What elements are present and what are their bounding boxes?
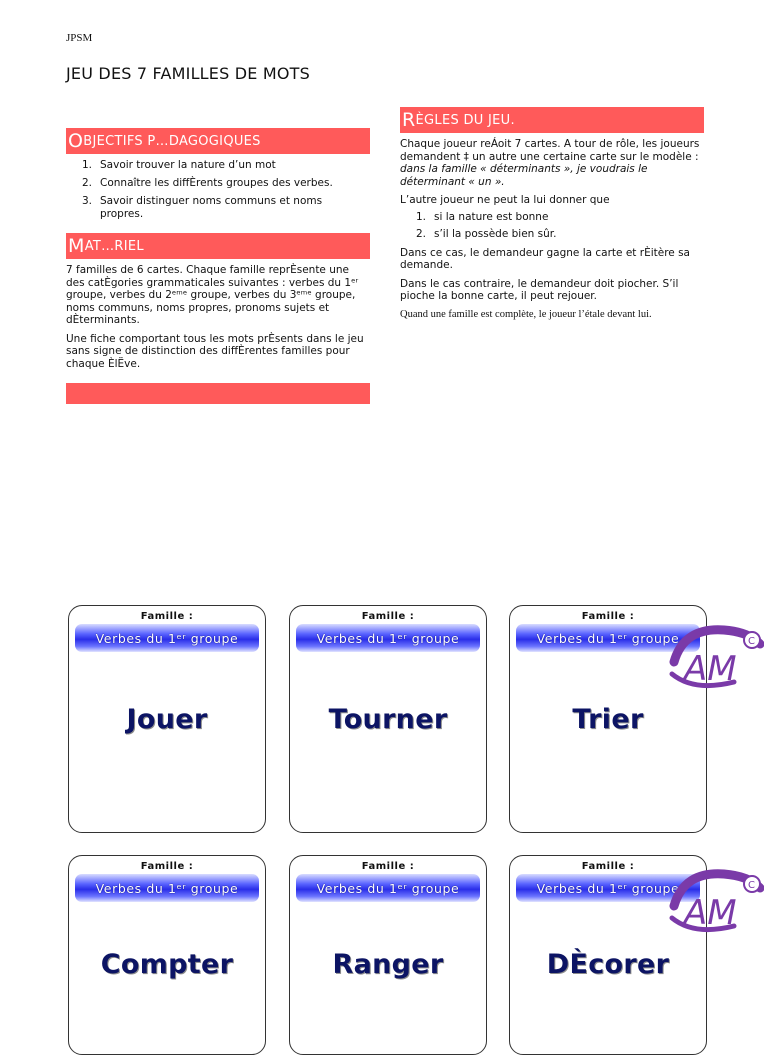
card-group-banner: Verbes du 1ᵉʳ groupe — [516, 624, 700, 652]
list-item — [82, 177, 362, 190]
list-number: 2. — [82, 177, 93, 189]
materiel-heading-rest: AT…RIEL — [84, 238, 144, 254]
list-number: 2. — [416, 227, 427, 240]
list-item — [416, 211, 710, 224]
card-group-banner: Verbes du 1ᵉʳ groupe — [296, 624, 480, 652]
card-swirl-icon — [69, 1048, 266, 1055]
objectifs-heading-initial: O — [68, 130, 84, 152]
list-text: Connaître les diffÈrents groupes des verbes. — [100, 177, 333, 189]
card-family-label: Famille : — [140, 611, 194, 622]
list-text: si la nature est bonne — [434, 210, 549, 223]
am-logo-icon — [664, 866, 764, 936]
card-ranger — [289, 855, 487, 1055]
card-group-banner: Verbes du 1ᵉʳ groupe — [296, 874, 480, 902]
materiel-heading — [66, 233, 370, 259]
regles-list — [400, 211, 710, 241]
regles-paragraph-1: Chaque joueur reÁoit 7 cartes. A tour de rôle, les joueurs demandent ‡ un autre une certaine carte sur le modèle : — [400, 138, 700, 163]
card-family-label: Famille : — [140, 861, 194, 872]
card-word: Compter — [100, 949, 234, 980]
card-family-label: Famille : — [581, 861, 635, 872]
list-text: Savoir trouver la nature d’un mot — [100, 159, 276, 171]
regles-heading — [400, 107, 704, 133]
materiel-heading-initial: M — [68, 235, 85, 257]
regles-paragraph-2: L’autre joueur ne peut la lui donner que — [400, 194, 610, 206]
card-word: Jouer — [126, 704, 208, 735]
card-word: Trier — [572, 704, 644, 735]
regles-paragraph-3: Dans ce cas, le demandeur gagne la carte et rÈitère sa demande. — [400, 246, 690, 271]
document-title: JEU DES 7 FAMILLES DE MOTS — [66, 64, 310, 83]
regles-example: dans la famille « déterminants », je voudrais le déterminant « un ». — [400, 163, 648, 188]
logo-text: AM — [684, 649, 737, 689]
objectifs-heading-rest: BJECTIFS P…DAGOGIQUES — [83, 133, 261, 149]
card-family-label: Famille : — [361, 611, 415, 622]
empty-band — [66, 383, 370, 404]
list-text: Savoir distinguer noms communs et noms propres. — [100, 195, 323, 220]
regles-heading-rest: ÈGLES DU JEU. — [415, 112, 515, 128]
regles-body — [400, 138, 710, 327]
card-family-label: Famille : — [581, 611, 635, 622]
objectifs-list — [82, 159, 362, 226]
logo-sup: C — [748, 880, 755, 891]
materiel-paragraph-1: 7 familles de 6 cartes. Chaque famille reprÈsente une des catÈgories grammaticales suivantes : verbes du 1ᵉʳ groupe, verbes du 2ᵉᵐᵉ groupe, verbes du 3ᵉᵐᵉ groupe, noms communs, noms propres, pronoms sujets et dÈterminants. — [66, 264, 359, 326]
card-swirl-icon — [290, 1048, 487, 1055]
list-text: s’il la possède bien sûr. — [434, 227, 557, 240]
card-group-banner: Verbes du 1ᵉʳ groupe — [75, 624, 259, 652]
regles-heading-initial: R — [402, 109, 416, 131]
card-swirl-icon — [510, 1048, 707, 1055]
logo-text: AM — [684, 893, 737, 933]
list-number: 3. — [82, 195, 93, 207]
card-jouer — [68, 605, 266, 833]
card-tourner — [289, 605, 487, 833]
logo-sup: C — [748, 636, 755, 647]
list-item — [82, 159, 362, 172]
card-word: Ranger — [332, 949, 444, 980]
materiel-body — [66, 264, 370, 376]
list-number: 1. — [416, 210, 427, 223]
header-code: JPSM — [66, 32, 93, 44]
card-group-banner: Verbes du 1ᵉʳ groupe — [75, 874, 259, 902]
regles-paragraph-5: Quand une famille est complète, le joueur l’étale devant lui. — [400, 308, 652, 320]
card-word: DÈcorer — [546, 949, 670, 980]
list-item — [416, 228, 710, 241]
card-compter — [68, 855, 266, 1055]
list-item — [82, 195, 362, 221]
list-number: 1. — [82, 159, 93, 171]
am-logo-icon — [664, 622, 764, 692]
card-group-banner: Verbes du 1ᵉʳ groupe — [516, 874, 700, 902]
card-family-label: Famille : — [361, 861, 415, 872]
objectifs-heading — [66, 128, 370, 154]
regles-paragraph-4: Dans le cas contraire, le demandeur doit piocher. S’il pioche la bonne carte, il peut rejouer. — [400, 277, 679, 302]
card-word: Tourner — [328, 704, 448, 735]
materiel-paragraph-2: Une fiche comportant tous les mots prÈsents dans le jeu sans signe de distinction des diffÈrentes familles pour chaque ÈlËve. — [66, 332, 364, 370]
